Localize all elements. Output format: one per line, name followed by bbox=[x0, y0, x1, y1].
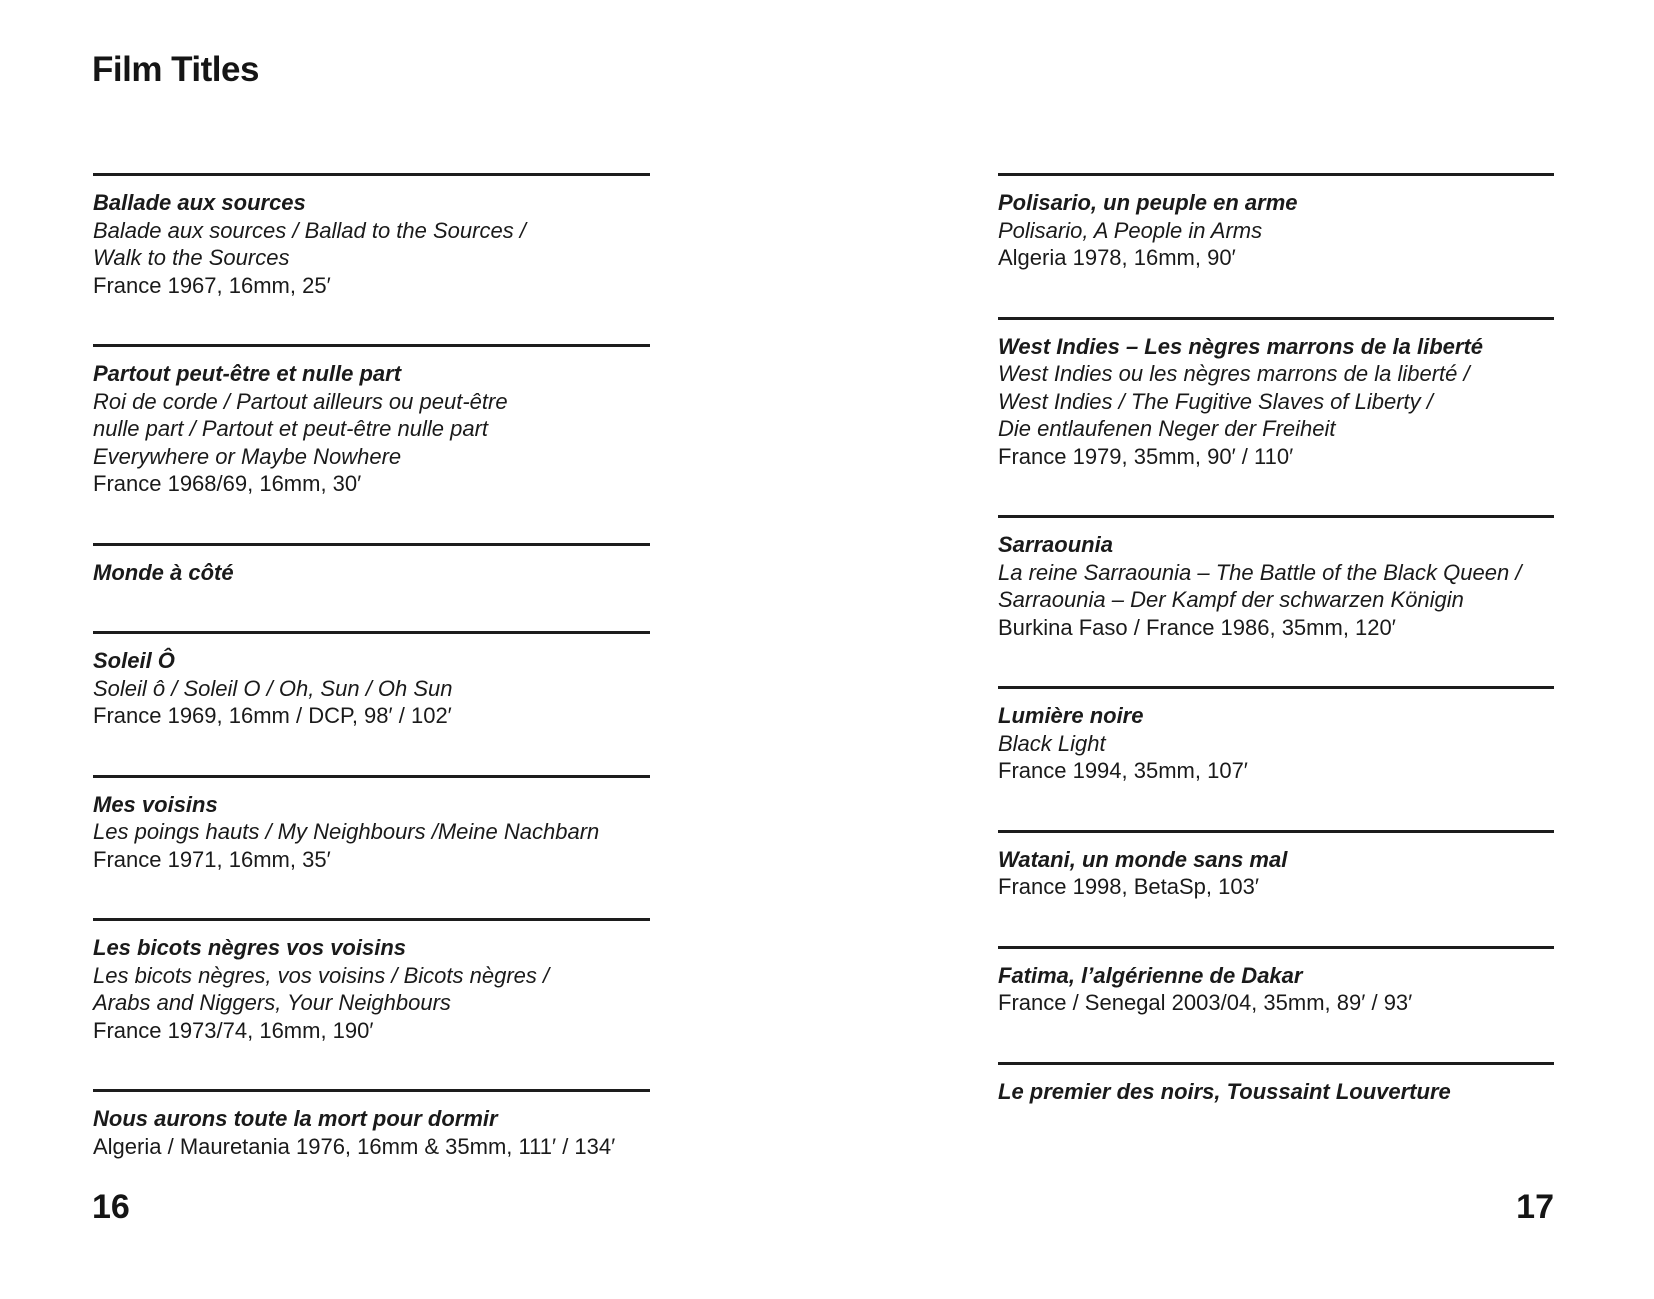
film-entry bbox=[998, 686, 1554, 830]
film-country-format-duration: France 1968/69, 16mm, 30′ bbox=[93, 471, 362, 496]
film-alternate-title: Sarraounia – Der Kampf der schwarzen Königin bbox=[998, 587, 1464, 612]
film-title: Soleil Ô bbox=[93, 648, 175, 673]
film-country-format-duration: France 1994, 35mm, 107′ bbox=[998, 758, 1248, 783]
film-entry bbox=[93, 775, 650, 919]
film-alternate-title: Die entlaufenen Neger der Freiheit bbox=[998, 416, 1336, 441]
film-entry bbox=[93, 543, 650, 632]
film-alternate-title: La reine Sarraounia – The Battle of the Black Queen / bbox=[998, 559, 1522, 585]
film-alternate-title: Soleil ô / Soleil O / Oh, Sun / Oh Sun bbox=[93, 675, 453, 701]
film-entry bbox=[93, 344, 650, 543]
film-entry bbox=[93, 173, 650, 344]
film-entry bbox=[998, 173, 1554, 317]
film-title: Mes voisins bbox=[93, 791, 218, 817]
film-country-format-duration: France 1967, 16mm, 25′ bbox=[93, 272, 331, 298]
film-country-format-duration: Burkina Faso / France 1986, 35mm, 120′ bbox=[998, 614, 1396, 640]
page-number-right: 17 bbox=[1516, 1188, 1554, 1226]
film-alternate-title: Arabs and Niggers, Your Neighbours bbox=[93, 990, 451, 1015]
film-country-format-duration: France 1973/74, 16mm, 190′ bbox=[93, 1017, 374, 1043]
film-alternate-title: West Indies ou les nègres marrons de la liberté / bbox=[998, 361, 1470, 386]
film-alternate-title: Black Light bbox=[998, 730, 1106, 756]
film-country-format-duration: France 1971, 16mm, 35′ bbox=[93, 846, 331, 872]
film-entry bbox=[998, 1062, 1554, 1151]
film-alternate-title: West Indies / The Fugitive Slaves of Liberty / bbox=[998, 388, 1433, 414]
film-list-right-page bbox=[998, 173, 1554, 1150]
film-title: Les bicots nègres vos voisins bbox=[93, 935, 407, 960]
film-country-format-duration: France 1998, BetaSp, 103′ bbox=[998, 874, 1259, 899]
film-title: Lumière noire bbox=[998, 703, 1144, 728]
film-title: Polisario, un peuple en arme bbox=[998, 190, 1298, 215]
film-country-format-duration: Algeria / Mauretania 1976, 16mm & 35mm, 111′ / 134′ bbox=[93, 1133, 616, 1159]
film-title: Fatima, l’algérienne de Dakar bbox=[998, 962, 1303, 988]
film-country-format-duration: France 1979, 35mm, 90′ / 110′ bbox=[998, 443, 1294, 469]
film-title: Nous aurons toute la mort pour dormir bbox=[93, 1106, 498, 1131]
film-entry bbox=[93, 918, 650, 1089]
film-country-format-duration: Algeria 1978, 16mm, 90′ bbox=[998, 245, 1236, 270]
film-title: Monde à côté bbox=[93, 559, 234, 585]
film-alternate-title: nulle part / Partout et peut-être nulle part bbox=[93, 416, 489, 441]
film-title: Ballade aux sources bbox=[93, 190, 306, 215]
film-entry bbox=[998, 515, 1554, 686]
film-alternate-title: Polisario, A People in Arms bbox=[998, 217, 1263, 243]
page-number-left: 16 bbox=[92, 1188, 130, 1226]
film-title: Watani, un monde sans mal bbox=[998, 846, 1288, 872]
film-entry bbox=[998, 946, 1554, 1062]
page-title: Film Titles bbox=[92, 50, 259, 89]
film-title: Partout peut-être et nulle part bbox=[93, 361, 402, 386]
film-entry bbox=[998, 830, 1554, 946]
film-entry bbox=[93, 1089, 650, 1205]
film-country-format-duration: France / Senegal 2003/04, 35mm, 89′ / 93′ bbox=[998, 990, 1413, 1015]
film-title: Le premier des noirs, Toussaint Louverture bbox=[998, 1078, 1451, 1104]
film-alternate-title: Balade aux sources / Ballad to the Sources / bbox=[93, 217, 526, 243]
film-entry bbox=[93, 631, 650, 775]
film-list-left-page bbox=[93, 173, 650, 1205]
film-title: Sarraounia bbox=[998, 532, 1113, 557]
film-alternate-title: Everywhere or Maybe Nowhere bbox=[93, 443, 402, 469]
film-entry bbox=[998, 317, 1554, 516]
film-alternate-title: Roi de corde / Partout ailleurs ou peut-être bbox=[93, 388, 508, 414]
film-alternate-title: Les bicots nègres, vos voisins / Bicots nègres / bbox=[93, 962, 550, 988]
film-title: West Indies – Les nègres marrons de la liberté bbox=[998, 333, 1483, 359]
film-country-format-duration: France 1969, 16mm / DCP, 98′ / 102′ bbox=[93, 703, 452, 728]
film-alternate-title: Walk to the Sources bbox=[93, 245, 290, 270]
film-alternate-title: Les poings hauts / My Neighbours /Meine Nachbarn bbox=[93, 819, 600, 844]
